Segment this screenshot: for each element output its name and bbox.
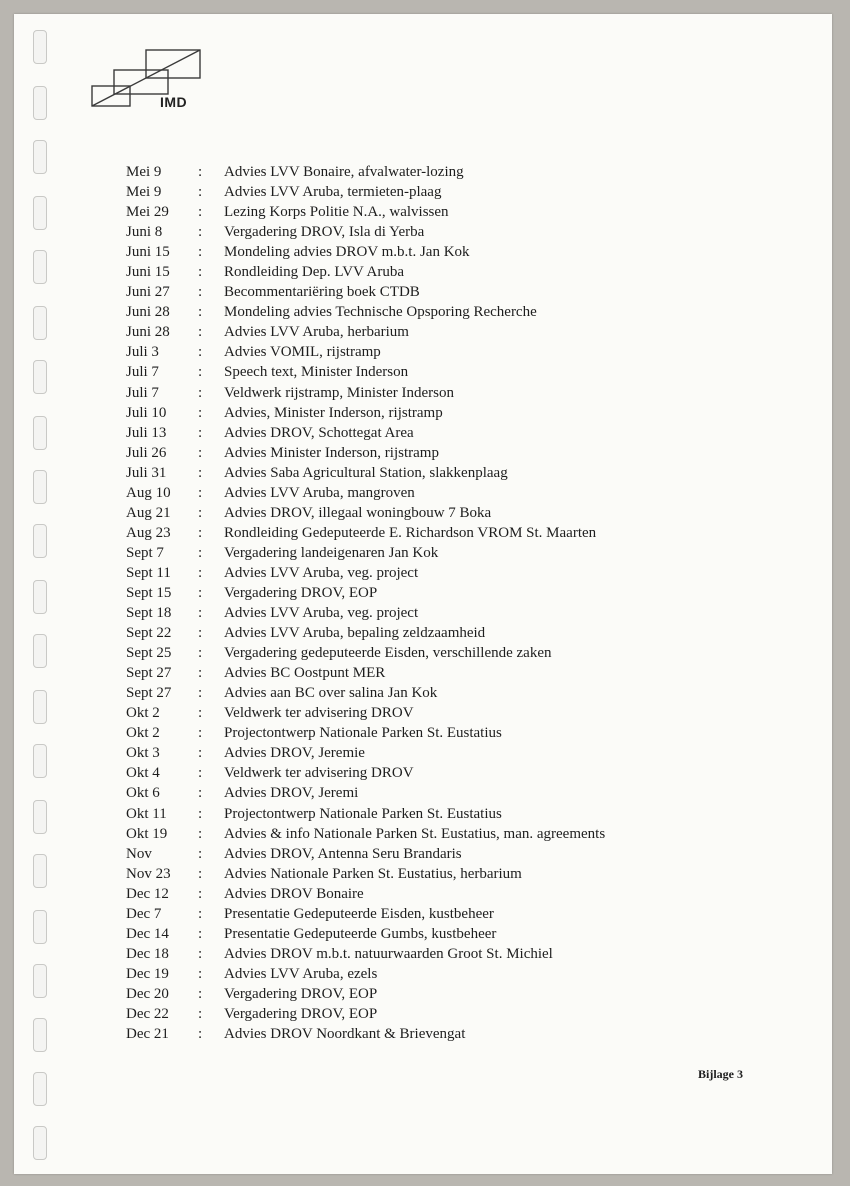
- entry-date: Juli 10: [126, 404, 167, 421]
- entry-separator: :: [198, 645, 203, 662]
- list-item: [126, 904, 766, 924]
- list-item: [126, 503, 766, 523]
- entry-date: Mei 9: [126, 164, 162, 180]
- entry-separator: :: [198, 625, 203, 642]
- entry-description: Vergadering gedeputeerde Eisden, verschillende zaken: [224, 645, 552, 662]
- entry-description: Advies Minister Inderson, rijstramp: [224, 444, 439, 461]
- binding-hole: [33, 580, 47, 614]
- entry-separator: :: [198, 805, 203, 822]
- list-item: [126, 683, 766, 703]
- list-item: [126, 603, 766, 623]
- list-item: [126, 302, 766, 322]
- list-item: [126, 463, 766, 483]
- entry-description: Advies DROV, Jeremi: [224, 785, 359, 802]
- entry-separator: :: [198, 785, 203, 802]
- entry-date: Sept 11: [126, 564, 171, 581]
- entry-date: Juli 31: [126, 464, 167, 481]
- entry-description: Vergadering DROV, EOP: [224, 1005, 378, 1022]
- list-item: [126, 342, 766, 362]
- entry-separator: :: [198, 885, 203, 902]
- entry-date: Dec 22: [126, 1005, 169, 1022]
- entry-description: Vergadering DROV, EOP: [224, 584, 378, 601]
- entry-date: Sept 15: [126, 584, 172, 601]
- entry-separator: :: [198, 224, 203, 241]
- entry-separator: :: [198, 344, 203, 361]
- entry-date: Sept 27: [126, 665, 172, 682]
- entry-separator: :: [198, 204, 203, 221]
- list-item: [126, 743, 766, 763]
- entry-separator: :: [198, 725, 203, 742]
- entry-date: Okt 19: [126, 825, 168, 842]
- entry-separator: :: [198, 745, 203, 762]
- entry-date: Sept 27: [126, 685, 172, 702]
- list-item: [126, 242, 766, 262]
- entry-description: Advies DROV, Jeremie: [224, 745, 365, 762]
- entry-description: Advies DROV Bonaire: [224, 885, 364, 902]
- entry-separator: :: [198, 544, 203, 561]
- list-item: [126, 583, 766, 603]
- entry-separator: :: [198, 564, 203, 581]
- binding-hole: [33, 306, 47, 340]
- entry-date: Juli 3: [126, 344, 159, 361]
- list-item: [126, 964, 766, 984]
- entry-date: Okt 6: [126, 785, 160, 802]
- binding-hole: [33, 416, 47, 450]
- entry-date: Mei 9: [126, 184, 162, 201]
- entry-separator: :: [198, 605, 203, 622]
- entry-description: Veldwerk ter advisering DROV: [224, 765, 414, 782]
- entry-separator: :: [198, 384, 203, 401]
- entry-description: Vergadering DROV, Isla di Yerba: [224, 224, 425, 241]
- entry-separator: :: [198, 925, 203, 942]
- entry-description: Projectontwerp Nationale Parken St. Eustatius: [224, 805, 502, 822]
- entry-date: Nov: [126, 845, 152, 862]
- entry-separator: :: [198, 1005, 203, 1022]
- entry-separator: :: [198, 665, 203, 682]
- entry-description: Advies DROV, Schottegat Area: [224, 424, 414, 441]
- entry-separator: :: [198, 524, 203, 541]
- entry-separator: :: [198, 264, 203, 281]
- entry-date: Juni 8: [126, 224, 163, 241]
- entry-date: Dec 21: [126, 1026, 169, 1043]
- entry-date: Dec 7: [126, 905, 162, 922]
- binding-hole: [33, 250, 47, 284]
- list-item: [126, 924, 766, 944]
- entry-date: Dec 18: [126, 945, 169, 962]
- entry-separator: :: [198, 965, 203, 982]
- binding-hole: [33, 910, 47, 944]
- entry-description: Rondleiding Dep. LVV Aruba: [224, 264, 404, 281]
- list-item: [126, 944, 766, 964]
- entry-description: Advies LVV Aruba, bepaling zeldzaamheid: [224, 625, 486, 642]
- entry-description: Advies LVV Aruba, veg. project: [224, 564, 419, 581]
- entry-description: Advies aan BC over salina Jan Kok: [224, 685, 438, 702]
- list-item: [126, 844, 766, 864]
- list-item: [126, 362, 766, 382]
- entry-separator: :: [198, 164, 203, 180]
- entry-separator: :: [198, 845, 203, 862]
- org-logo-text: IMD: [160, 94, 188, 110]
- entry-date: Dec 14: [126, 925, 169, 942]
- entry-separator: :: [198, 865, 203, 882]
- entry-description: Advies LVV Aruba, herbarium: [224, 324, 409, 341]
- entry-separator: :: [198, 404, 203, 421]
- entry-description: Advies DROV, illegaal woningbouw 7 Boka: [224, 504, 492, 521]
- list-item: [126, 282, 766, 302]
- entry-date: Aug 21: [126, 504, 171, 521]
- entry-description: Advies DROV m.b.t. natuurwaarden Groot St. Michiel: [224, 945, 553, 962]
- entry-date: Okt 4: [126, 765, 160, 782]
- entry-description: Becommentariëring boek CTDB: [224, 284, 420, 301]
- entry-date: Okt 2: [126, 725, 160, 742]
- list-item: [126, 383, 766, 403]
- entry-description: Advies, Minister Inderson, rijstramp: [224, 404, 443, 421]
- list-item: [126, 623, 766, 643]
- list-item: [126, 1004, 766, 1024]
- entry-description: Advies Nationale Parken St. Eustatius, herbarium: [224, 865, 522, 882]
- entry-date: Okt 11: [126, 805, 167, 822]
- list-item: [126, 763, 766, 783]
- entry-description: Advies Saba Agricultural Station, slakkenplaag: [224, 464, 508, 481]
- entry-date: Dec 19: [126, 965, 169, 982]
- entry-date: Aug 23: [126, 524, 171, 541]
- list-item: [126, 543, 766, 563]
- entry-separator: :: [198, 905, 203, 922]
- entry-date: Juli 7: [126, 364, 159, 381]
- entry-description: Presentatie Gedeputeerde Gumbs, kustbeheer: [224, 925, 497, 942]
- entry-date: Sept 22: [126, 625, 172, 642]
- entry-date: Sept 7: [126, 544, 164, 561]
- entry-date: Dec 20: [126, 985, 169, 1002]
- binding-hole: [33, 140, 47, 174]
- entry-separator: :: [198, 484, 203, 501]
- list-item: [126, 804, 766, 824]
- entry-description: Vergadering landeigenaren Jan Kok: [224, 544, 439, 561]
- entry-separator: :: [198, 765, 203, 782]
- list-item: [126, 222, 766, 242]
- entry-description: Advies LVV Aruba, mangroven: [224, 484, 415, 501]
- binding-hole: [33, 800, 47, 834]
- entry-date: Okt 2: [126, 705, 160, 722]
- entry-description: Veldwerk rijstramp, Minister Inderson: [224, 384, 454, 401]
- list-item: [126, 703, 766, 723]
- list-item: [126, 884, 766, 904]
- entry-description: Advies DROV Noordkant & Brievengat: [224, 1026, 466, 1043]
- list-item: [126, 563, 766, 583]
- entry-separator: :: [198, 284, 203, 301]
- entry-date: Okt 3: [126, 745, 160, 762]
- list-item: [126, 864, 766, 884]
- list-item: [126, 643, 766, 663]
- entry-separator: :: [198, 584, 203, 601]
- binding-hole: [33, 1018, 47, 1052]
- binding-hole: [33, 744, 47, 778]
- entry-date: Nov 23: [126, 865, 171, 882]
- entry-separator: :: [198, 504, 203, 521]
- entry-date: Sept 25: [126, 645, 172, 662]
- entry-date: Juni 15: [126, 264, 170, 281]
- binding-hole: [33, 360, 47, 394]
- entry-separator: :: [198, 685, 203, 702]
- list-item: [126, 262, 766, 282]
- appendix-label: Bijlage 3: [698, 1067, 743, 1081]
- list-item: [126, 663, 766, 683]
- entry-description: Advies LVV Aruba, termieten-plaag: [224, 184, 442, 201]
- entry-date: Dec 12: [126, 885, 169, 902]
- list-item: [126, 824, 766, 844]
- entry-separator: :: [198, 985, 203, 1002]
- entry-separator: :: [198, 244, 203, 261]
- entry-date: Juni 15: [126, 244, 170, 261]
- binding-hole: [33, 690, 47, 724]
- entry-separator: :: [198, 184, 203, 201]
- entry-date: Mei 29: [126, 204, 169, 221]
- entry-separator: :: [198, 324, 203, 341]
- binding-hole: [33, 196, 47, 230]
- entry-separator: :: [198, 444, 203, 461]
- binding-hole: [33, 86, 47, 120]
- entry-separator: :: [198, 364, 203, 381]
- binding-hole: [33, 964, 47, 998]
- entry-description: Advies VOMIL, rijstramp: [224, 344, 381, 361]
- entry-description: Advies LVV Aruba, veg. project: [224, 605, 419, 622]
- binding-hole: [33, 470, 47, 504]
- list-item: [126, 322, 766, 342]
- entry-date: Juni 28: [126, 304, 170, 321]
- binding-hole: [33, 634, 47, 668]
- entry-date: Sept 18: [126, 605, 172, 622]
- entry-description: Advies & info Nationale Parken St. Eustatius, man. agreements: [224, 825, 606, 842]
- list-item: [126, 984, 766, 1004]
- list-item: [126, 162, 766, 182]
- entry-date: Juli 26: [126, 444, 167, 461]
- binding-hole: [33, 1072, 47, 1106]
- entry-separator: :: [198, 825, 203, 842]
- entry-description: Advies LVV Aruba, ezels: [224, 965, 378, 982]
- list-item: [126, 1024, 766, 1044]
- list-item: [126, 202, 766, 222]
- entry-date: Aug 10: [126, 484, 171, 501]
- entry-description: Speech text, Minister Inderson: [224, 364, 409, 381]
- entry-description: Veldwerk ter advisering DROV: [224, 705, 414, 722]
- list-item: [126, 423, 766, 443]
- list-item: [126, 523, 766, 543]
- list-item: [126, 723, 766, 743]
- entry-description: Projectontwerp Nationale Parken St. Eustatius: [224, 725, 502, 742]
- entry-description: Mondeling advies DROV m.b.t. Jan Kok: [224, 244, 470, 261]
- entry-separator: :: [198, 464, 203, 481]
- entry-separator: :: [198, 705, 203, 722]
- entry-description: Advies LVV Bonaire, afvalwater-lozing: [224, 164, 464, 180]
- entry-description: Lezing Korps Politie N.A., walvissen: [224, 204, 449, 221]
- binding-hole: [33, 854, 47, 888]
- entry-separator: :: [198, 304, 203, 321]
- list-item: [126, 443, 766, 463]
- binding-hole: [33, 1126, 47, 1160]
- entry-description: Advies DROV, Antenna Seru Brandaris: [224, 845, 462, 862]
- list-item: [126, 403, 766, 423]
- binding-hole: [33, 30, 47, 64]
- entry-separator: :: [198, 1026, 203, 1043]
- binding-holes: [0, 0, 60, 1186]
- entry-description: Advies BC Oostpunt MER: [224, 665, 386, 682]
- entry-separator: :: [198, 945, 203, 962]
- list-item: [126, 483, 766, 503]
- activity-list: [126, 162, 766, 1044]
- list-item: [126, 783, 766, 803]
- entry-separator: :: [198, 424, 203, 441]
- entry-date: Juni 28: [126, 324, 170, 341]
- entry-date: Juni 27: [126, 284, 170, 301]
- entry-date: Juli 7: [126, 384, 159, 401]
- entry-description: Vergadering DROV, EOP: [224, 985, 378, 1002]
- entry-description: Mondeling advies Technische Opsporing Recherche: [224, 304, 537, 321]
- binding-hole: [33, 524, 47, 558]
- entry-description: Rondleiding Gedeputeerde E. Richardson VROM St. Maarten: [224, 524, 597, 541]
- entry-description: Presentatie Gedeputeerde Eisden, kustbeheer: [224, 905, 494, 922]
- list-item: [126, 182, 766, 202]
- entry-date: Juli 13: [126, 424, 167, 441]
